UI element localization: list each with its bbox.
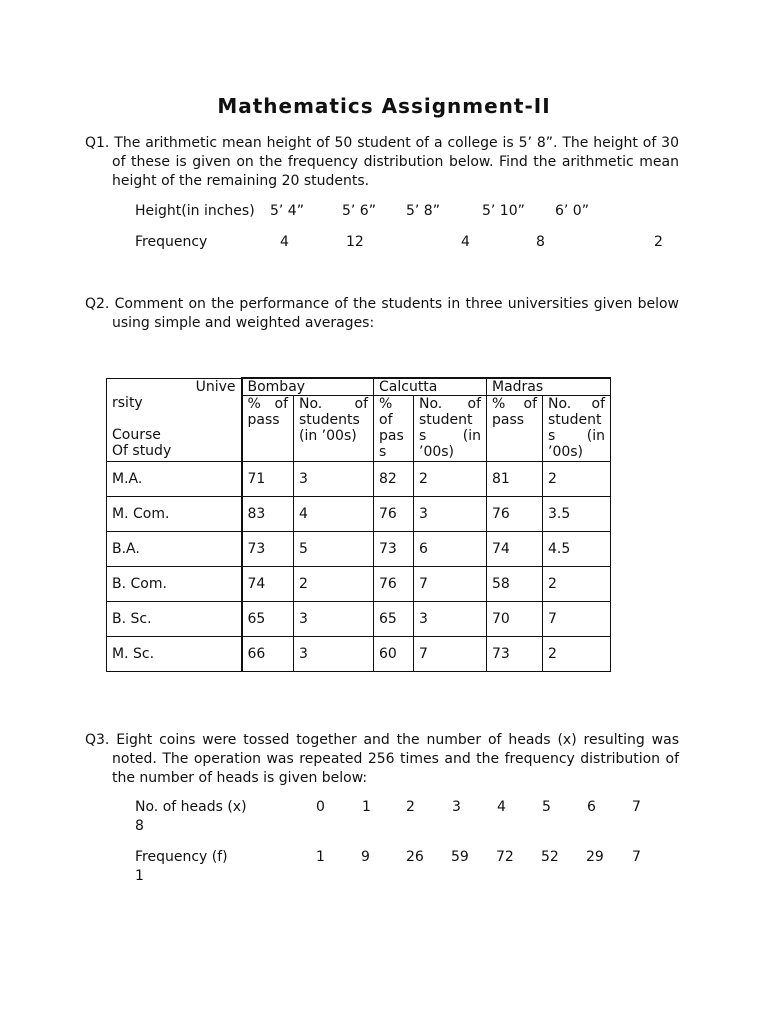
q3-heads-value: 5 xyxy=(542,799,551,815)
calcutta-students-header: No. of student s (in ’00s) xyxy=(414,396,487,462)
course-cell: B. Com. xyxy=(107,566,242,601)
bombay-students-header: No. of students (in ’00s) xyxy=(294,396,374,462)
value-cell: 3 xyxy=(414,496,487,531)
table-row xyxy=(107,461,611,496)
table-row xyxy=(107,531,611,566)
value-cell: 81 xyxy=(487,461,543,496)
value-cell: 6 xyxy=(414,531,487,566)
q3-frequency-value: 52 xyxy=(541,849,559,865)
q1-frequency-value: 4 xyxy=(461,234,470,250)
q3-frequency-label: Frequency (f) xyxy=(135,849,228,865)
q1-height-value: 5’ 10” xyxy=(482,203,525,219)
q1-line-3: height of the remaining 20 students. xyxy=(112,173,370,189)
university-header-madras: Madras xyxy=(487,378,611,396)
value-cell: 3 xyxy=(294,461,374,496)
q3-frequency-value: 9 xyxy=(361,849,370,865)
q1-height-value: 5’ 4” xyxy=(270,203,304,219)
value-cell: 71 xyxy=(242,461,294,496)
value-cell: 4 xyxy=(294,496,374,531)
q3-frequency-value: 29 xyxy=(586,849,604,865)
table-row xyxy=(107,601,611,636)
value-cell: 73 xyxy=(487,636,543,671)
value-cell: 2 xyxy=(543,461,611,496)
value-cell: 65 xyxy=(374,601,414,636)
value-cell: 76 xyxy=(374,566,414,601)
q3-frequency-value: 59 xyxy=(451,849,469,865)
q3-frequency-wrap-value: 1 xyxy=(135,868,144,884)
value-cell: 3 xyxy=(414,601,487,636)
question-1-text xyxy=(85,134,679,191)
value-cell: 73 xyxy=(374,531,414,566)
course-cell: M. Com. xyxy=(107,496,242,531)
q3-heads-label: No. of heads (x) xyxy=(135,799,247,815)
q2-line-1: Q2. Comment on the performance of the students in three universities given below xyxy=(85,296,679,312)
value-cell: 3 xyxy=(294,636,374,671)
q3-frequency-value: 26 xyxy=(406,849,424,865)
value-cell: 4.5 xyxy=(543,531,611,566)
value-cell: 82 xyxy=(374,461,414,496)
value-cell: 3.5 xyxy=(543,496,611,531)
q1-line-1: Q1. The arithmetic mean height of 50 student of a college is 5’ 8”. The height of 30 xyxy=(85,135,679,151)
value-cell: 2 xyxy=(414,461,487,496)
value-cell: 2 xyxy=(543,566,611,601)
value-cell: 58 xyxy=(487,566,543,601)
question-2-text xyxy=(85,295,679,333)
q3-heads-value: 3 xyxy=(452,799,461,815)
page-title: Mathematics Assignment-II xyxy=(217,94,551,118)
value-cell: 60 xyxy=(374,636,414,671)
calcutta-pass-header: % of pas s xyxy=(374,396,414,462)
q3-frequency-value: 1 xyxy=(316,849,325,865)
university-header-bombay: Bombay xyxy=(242,378,374,396)
corner-header-cell xyxy=(107,378,242,461)
q1-frequency-value: 8 xyxy=(536,234,545,250)
corner-header-university-cont: rsity xyxy=(112,394,143,411)
table-row xyxy=(107,636,611,671)
value-cell: 3 xyxy=(294,601,374,636)
value-cell: 74 xyxy=(242,566,294,601)
q1-frequency-value: 2 xyxy=(654,234,663,250)
q1-height-label: Height(in inches) xyxy=(135,203,255,219)
q2-line-2: using simple and weighted averages: xyxy=(112,315,375,331)
course-cell: M.A. xyxy=(107,461,242,496)
q1-line-2: of these is given on the frequency distribution below. Find the arithmetic mean xyxy=(112,154,679,170)
value-cell: 2 xyxy=(543,636,611,671)
university-table xyxy=(106,377,611,672)
value-cell: 76 xyxy=(374,496,414,531)
value-cell: 66 xyxy=(242,636,294,671)
corner-header-course: Course xyxy=(112,426,161,443)
q3-heads-value: 7 xyxy=(632,799,641,815)
value-cell: 7 xyxy=(414,636,487,671)
university-header-calcutta: Calcutta xyxy=(374,378,487,396)
q3-line-2: noted. The operation was repeated 256 times and the frequency distribution of xyxy=(112,751,679,767)
value-cell: 73 xyxy=(242,531,294,566)
value-cell: 7 xyxy=(543,601,611,636)
value-cell: 7 xyxy=(414,566,487,601)
value-cell: 83 xyxy=(242,496,294,531)
q3-line-1: Q3. Eight coins were tossed together and the number of heads (x) resulting was xyxy=(85,732,679,748)
q1-height-value: 5’ 8” xyxy=(406,203,440,219)
value-cell: 65 xyxy=(242,601,294,636)
value-cell: 2 xyxy=(294,566,374,601)
madras-pass-header: % of pass xyxy=(487,396,543,462)
corner-header-university: Unive xyxy=(195,378,236,395)
q3-frequency-value: 7 xyxy=(632,849,641,865)
table-row xyxy=(107,496,611,531)
course-cell: B. Sc. xyxy=(107,601,242,636)
q3-heads-value: 6 xyxy=(587,799,596,815)
madras-students-header: No. of student s (in ’00s) xyxy=(543,396,611,462)
q3-line-3: the number of heads is given below: xyxy=(112,770,368,786)
q1-height-value: 5’ 6” xyxy=(342,203,376,219)
value-cell: 70 xyxy=(487,601,543,636)
question-3-text xyxy=(85,731,679,788)
value-cell: 5 xyxy=(294,531,374,566)
value-cell: 74 xyxy=(487,531,543,566)
q1-frequency-label: Frequency xyxy=(135,234,208,250)
q1-frequency-value: 4 xyxy=(280,234,289,250)
q3-heads-value: 4 xyxy=(497,799,506,815)
course-cell: B.A. xyxy=(107,531,242,566)
q1-height-value: 6’ 0” xyxy=(555,203,589,219)
table-row xyxy=(107,566,611,601)
q3-heads-value: 2 xyxy=(406,799,415,815)
q3-heads-value: 1 xyxy=(362,799,371,815)
q3-heads-value: 0 xyxy=(316,799,325,815)
course-cell: M. Sc. xyxy=(107,636,242,671)
value-cell: 76 xyxy=(487,496,543,531)
q3-heads-wrap-value: 8 xyxy=(135,818,144,834)
q1-frequency-value: 12 xyxy=(346,234,364,250)
q3-frequency-value: 72 xyxy=(496,849,514,865)
bombay-pass-header: % of pass xyxy=(242,396,294,462)
corner-header-study: Of study xyxy=(112,442,172,459)
